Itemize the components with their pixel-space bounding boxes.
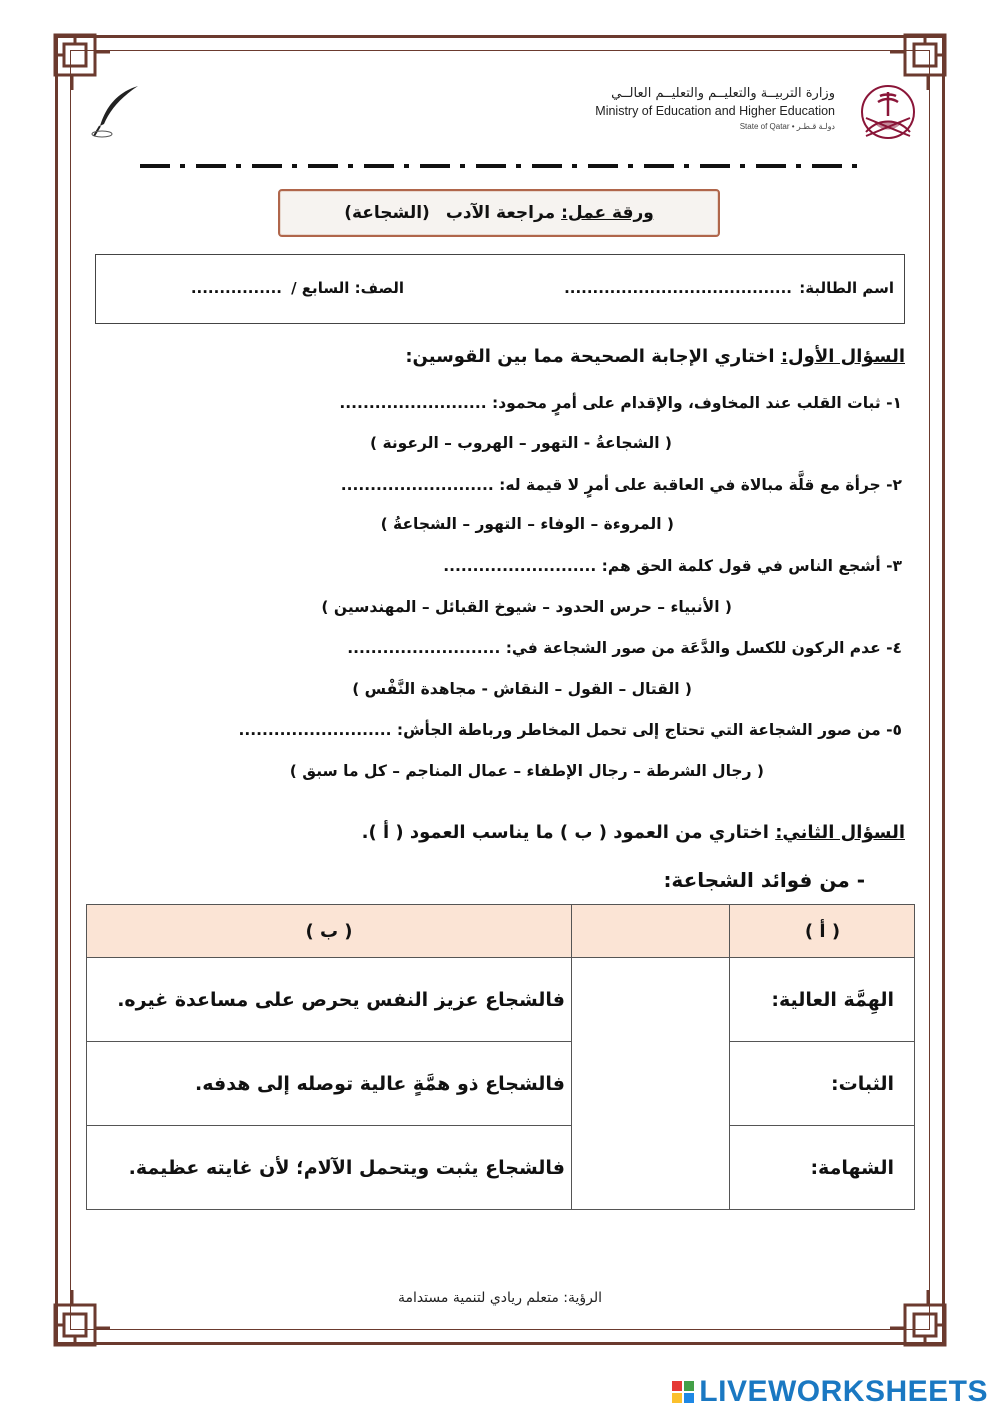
student-name-label: اسم الطالبة: <box>799 279 894 297</box>
question1-item-1-options[interactable]: ( الشجاعةُ - التهور – الهروب – الرعونة ) <box>369 434 672 452</box>
class-field[interactable]: ................ <box>190 279 282 297</box>
question1-item-5-options[interactable]: ( رجال الشرطة – رجال الإطفاء – عمال المناجم – كل ما سبق ) <box>289 762 764 780</box>
question1-item-5: ٥- من صور الشجاعة التي تحتاج إلى تحمل المخاطر ورباطة الجأش: .......................... <box>238 721 902 739</box>
question1-label: السؤال الأول: <box>780 346 905 367</box>
column-b-cell[interactable]: فالشجاع عزيز النفس يحرص على مساعدة غيره. <box>87 958 572 1042</box>
matching-table <box>86 904 915 1210</box>
question1-item-2-options[interactable]: ( المروءة – الوفاء – التهور – الشجاعةُ ) <box>380 515 674 533</box>
ministry-name-arabic: وزارة التربيــة والتعليــم والتعليــم العالــي <box>611 86 835 101</box>
question1-item-1: ١- ثبات القلب عند المخاوف، والإقدام على أمرٍ محمود: ......................... <box>339 394 902 412</box>
quill-icon <box>88 84 143 139</box>
column-b-cell[interactable]: فالشجاع يثبت ويتحمل الآلام؛ لأن غايته عظيمة. <box>87 1126 572 1210</box>
worksheet-title <box>278 189 720 237</box>
answer-drop-zone[interactable] <box>572 958 730 1210</box>
title-label: ورقة عمل: <box>561 203 654 223</box>
column-b-header: ( ب ) <box>87 905 572 958</box>
table-row <box>87 1126 915 1210</box>
benefits-subheading: - من فوائد الشجاعة: <box>663 868 865 892</box>
question1-heading <box>405 346 905 367</box>
liveworksheets-wordmark[interactable]: LIVEWORKSHEETS <box>699 1375 988 1408</box>
question2-heading <box>362 822 905 843</box>
student-info-box <box>95 254 905 324</box>
question1-instruction: اختاري الإجابة الصحيحة مما بين القوسين: <box>405 346 775 367</box>
column-a-cell: الشهامة: <box>730 1126 915 1210</box>
liveworksheets-brand <box>671 1375 988 1409</box>
liveworksheets-logo-icon <box>671 1380 695 1404</box>
question1-item-2: ٢- جرأة مع قلَّة مبالاة في العاقبة على أمرٍ لا قيمة له: .......................... <box>340 476 902 494</box>
ministry-name-english: Ministry of Education and Higher Education <box>595 104 835 118</box>
question1-item-4-options[interactable]: ( القتال – القول – النقاش - مجاهدة النَّفْس ) <box>352 680 692 698</box>
column-b-cell[interactable]: فالشجاع ذو همَّةٍ عالية توصله إلى هدفه. <box>87 1042 572 1126</box>
dashed-separator <box>140 160 862 172</box>
question1-item-4: ٤- عدم الركون للكسل والدَّعَة من صور الشجاعة في: .......................... <box>347 639 902 657</box>
question2-label: السؤال الثاني: <box>775 822 905 843</box>
ministry-logo <box>595 80 930 150</box>
table-row <box>87 958 915 1042</box>
column-a-header: ( أ ) <box>730 905 915 958</box>
ministry-state: State of Qatar • دولـة قـطـر <box>739 122 835 131</box>
class-label: الصف: السابع / <box>291 279 404 297</box>
matching-table-header <box>87 905 915 958</box>
title-topic: (الشجاعة) <box>344 203 430 223</box>
question2-instruction: اختاري من العمود ( ب ) ما يناسب العمود ( أ ). <box>361 822 769 843</box>
table-row <box>87 1042 915 1126</box>
question1-item-3-options[interactable]: ( الأنبياء – حرس الحدود – شيوخ القبائل – المهندسين ) <box>321 598 732 616</box>
title-text: مراجعة الآدب <box>445 203 556 223</box>
qatar-emblem-icon <box>844 82 924 146</box>
student-name-field[interactable]: ........................................ <box>564 279 792 297</box>
column-a-cell: الهِمَّة العالية: <box>730 958 915 1042</box>
question1-item-3: ٣- أشجع الناس في قول كلمة الحق هم: .......................... <box>443 557 902 575</box>
answer-column-header <box>572 905 730 958</box>
vision-statement: الرؤية: متعلم ريادي لتنمية مستدامة <box>397 1290 603 1306</box>
column-a-cell: الثبات: <box>730 1042 915 1126</box>
frame-corner-top-left <box>52 32 112 92</box>
